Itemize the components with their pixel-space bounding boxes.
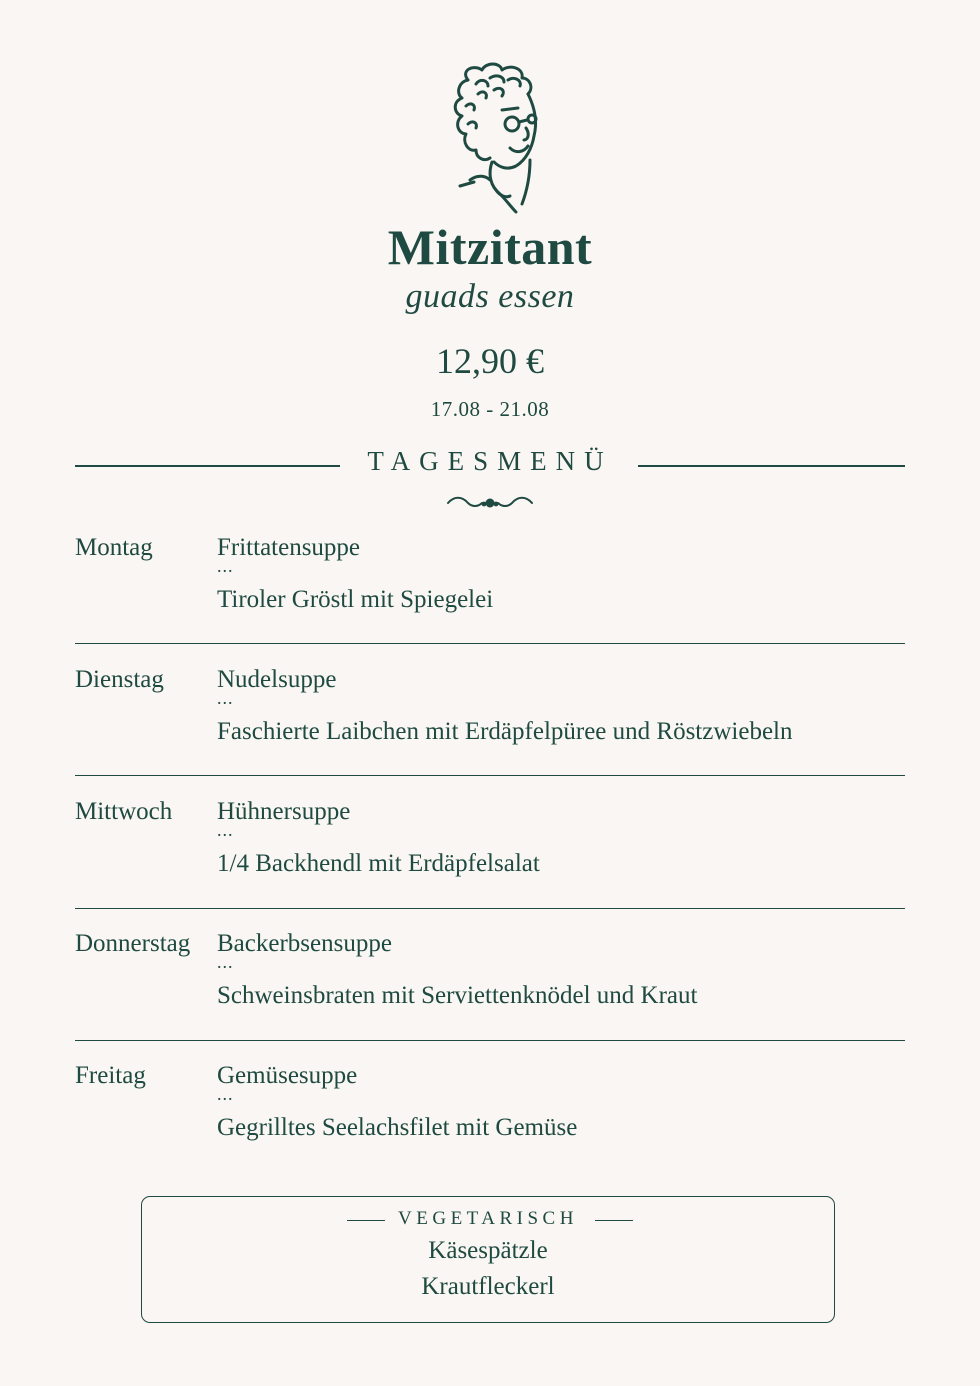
soup-dish: Hühnersuppe (217, 798, 351, 825)
woman-portrait-icon (430, 62, 550, 214)
soup-dish: Gemüsesuppe (217, 1062, 358, 1089)
course-separator: ... (217, 688, 234, 708)
row-divider (75, 908, 905, 909)
menu-price: 12,90 € (436, 341, 544, 381)
section-rule-right (638, 465, 905, 467)
soup-dish: Nudelsuppe (217, 666, 337, 693)
flourish-ornament-icon (444, 494, 536, 512)
day-row-mittwoch (75, 798, 905, 888)
soup-dish: Frittatensuppe (217, 534, 361, 561)
day-name: Donnerstag (75, 930, 191, 957)
main-dish: Faschierte Laibchen mit Erdäpfelpüree und Röstzwiebeln (217, 718, 793, 745)
vegetarian-rule-right (595, 1220, 633, 1221)
main-dish: Schweinsbraten mit Serviettenknödel und Kraut (217, 982, 698, 1009)
course-separator: ... (217, 556, 234, 576)
day-name: Montag (75, 534, 153, 561)
soup-dish: Backerbsensuppe (217, 930, 392, 957)
date-range: 17.08 - 21.08 (430, 397, 550, 421)
row-divider (75, 775, 905, 776)
course-separator: ... (217, 1084, 234, 1104)
main-dish: 1/4 Backhendl mit Erdäpfelsalat (217, 850, 540, 877)
vegetarian-box (141, 1196, 835, 1323)
section-title: TAGESMENÜ (367, 446, 613, 476)
day-row-montag (75, 534, 905, 624)
main-dish: Gegrilltes Seelachsfilet mit Gemüse (217, 1114, 578, 1141)
day-name: Mittwoch (75, 798, 173, 825)
day-row-freitag (75, 1062, 905, 1152)
vegetarian-title: VEGETARISCH (398, 1208, 578, 1229)
course-separator: ... (217, 952, 234, 972)
section-rule-left (75, 465, 340, 467)
day-row-donnerstag (75, 930, 905, 1020)
course-separator: ... (217, 820, 234, 840)
day-name: Dienstag (75, 666, 164, 693)
restaurant-name: Mitzitant (387, 219, 593, 275)
main-dish: Tiroler Gröstl mit Spiegelei (217, 586, 494, 613)
day-name: Freitag (75, 1062, 146, 1089)
day-row-dienstag (75, 666, 905, 756)
row-divider (75, 1040, 905, 1041)
vegetarian-item: Käsespätzle (428, 1237, 548, 1264)
vegetarian-item: Krautfleckerl (421, 1273, 555, 1300)
row-divider (75, 643, 905, 644)
tagline: guads essen (405, 278, 575, 315)
